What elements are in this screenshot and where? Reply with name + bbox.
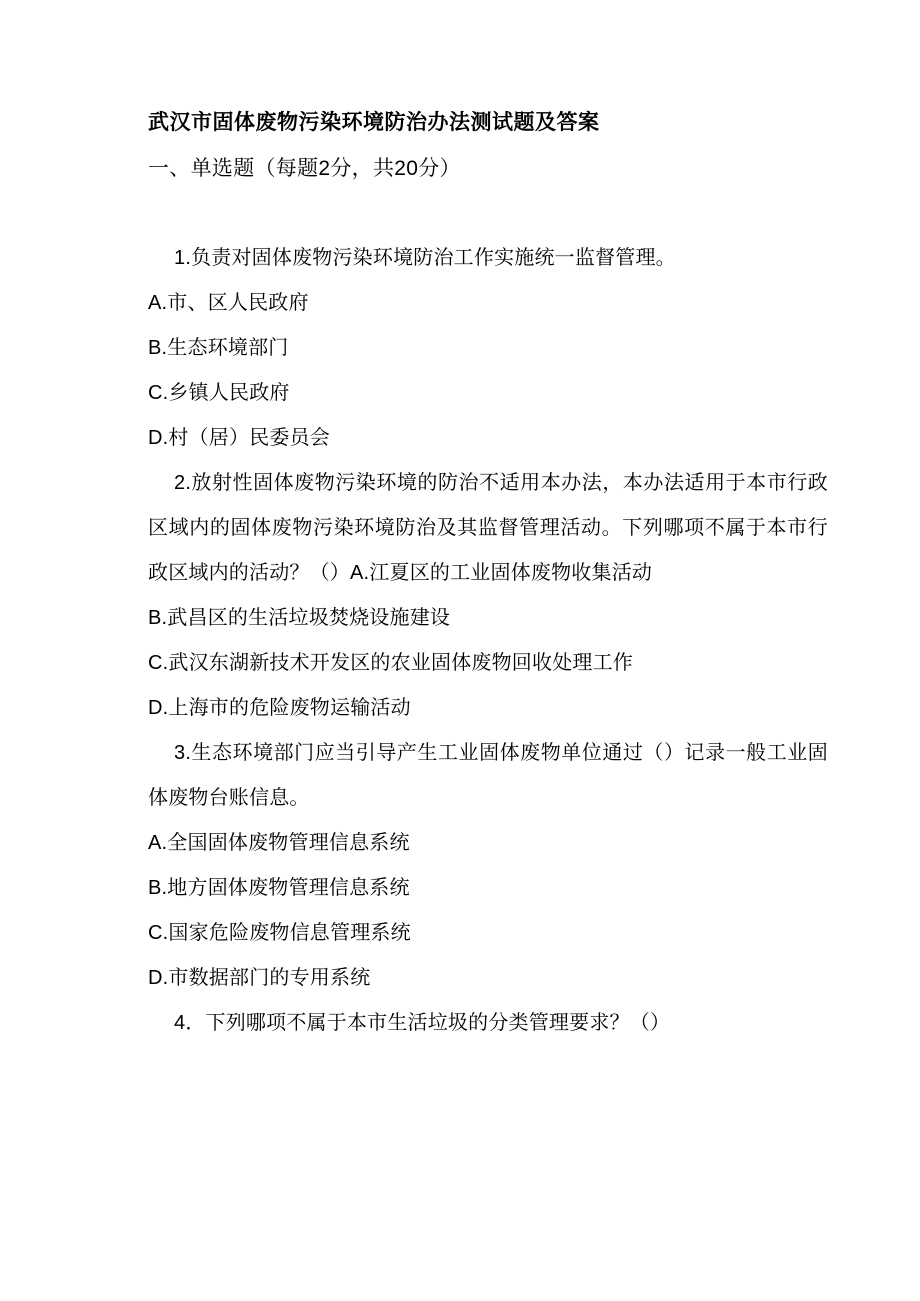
question-3 — [148, 731, 828, 1001]
question-option: C.武汉东湖新技术开发区的农业固体废物回收处理工作 — [148, 652, 633, 674]
question-option: D.上海市的危险废物运输活动 — [148, 697, 411, 719]
page-title: 武汉市固体废物污染环境防治办法测试题及答案 — [148, 111, 600, 134]
question-stem: 3.生态环境部门应当引导产生工业固体废物单位通过（）记录一般工业固体废物台账信息。 — [148, 742, 828, 809]
question-option: C.乡镇人民政府 — [148, 382, 290, 404]
question-option: D.市数据部门的专用系统 — [148, 967, 371, 989]
question-4 — [148, 1001, 828, 1046]
question-stem: 4．下列哪项不属于本市生活垃圾的分类管理要求？（） — [174, 1012, 671, 1034]
question-1 — [148, 236, 828, 461]
question-option: C.国家危险废物信息管理系统 — [148, 922, 411, 944]
question-option: A.市、区人民政府 — [148, 292, 309, 314]
question-option: D.村（居）民委员会 — [148, 427, 330, 449]
question-option: B.武昌区的生活垃圾焚烧设施建设 — [148, 607, 451, 629]
question-option: A.全国固体废物管理信息系统 — [148, 832, 410, 854]
question-2 — [148, 461, 828, 731]
question-option: B.生态环境部门 — [148, 337, 289, 359]
section-heading: 一、单选题（每题2分，共20分） — [148, 157, 461, 180]
question-option: B.地方固体废物管理信息系统 — [148, 877, 410, 899]
question-stem: 2.放射性固体废物污染环境的防治不适用本办法，本办法适用于本市行政区域内的固体废物污染环境防治及其监督管理活动。下列哪项不属于本市行政区域内的活动？（）A.江夏区的工业固体废物收集活动 — [148, 472, 828, 584]
question-stem: 1.负责对固体废物污染环境防治工作实施统一监督管理。 — [174, 247, 676, 269]
